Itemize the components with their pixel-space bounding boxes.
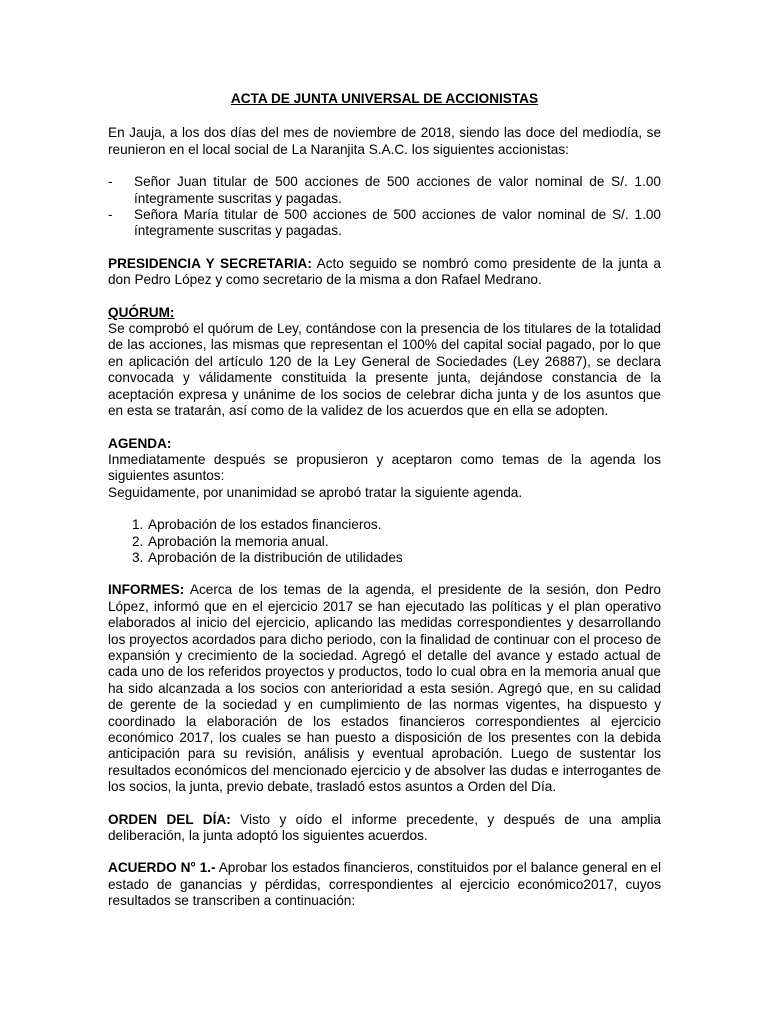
presidencia-text: Acto seguido se nombró como presidente de la junta a don Pedro López y como secretario de la misma a don Rafael Medrano. <box>108 255 661 288</box>
informes-paragraph <box>108 582 661 795</box>
quorum-paragraph: Se comprobó el quórum de Ley, contándose con la presencia de los titulares de la totalidad de las acciones, las mismas que representan el 100% del capital social pagado, por lo que en aplicación del artículo 120 de la Ley General de Sociedades (Ley 26887), se declara convocada y válidamente constituida la presente junta, dejándose constancia de la aceptación expresa y unánime de los socios de celebrar dicha junta y de los asuntos que en esta se tratarán, así como de la validez de los acuerdos que en ella se adopten. <box>108 321 661 419</box>
list-item: 3. Aprobación de la distribución de utilidades <box>132 549 403 565</box>
presidencia-paragraph <box>108 256 661 289</box>
agenda-paragraph-1: Inmediatamente después se propusieron y aceptaron como temas de la agenda los siguientes asuntos: <box>108 451 661 484</box>
list-item: 2. Aprobación la memoria anual. <box>132 533 329 549</box>
document-body <box>108 91 661 910</box>
acuerdo1-paragraph <box>108 860 661 909</box>
presidencia-heading: PRESIDENCIA Y SECRETARIA: <box>108 255 312 271</box>
agenda-heading: AGENDA: <box>108 435 172 451</box>
intro-paragraph: En Jauja, a los dos días del mes de noviembre de 2018, siendo las doce del mediodía, se reunieron en el local social de La Naranjita S.A.C. los siguientes accionistas: <box>108 125 661 157</box>
list-item: 1. Aprobación de los estados financieros. <box>132 517 382 533</box>
informes-text: Acerca de los temas de la agenda, el presidente de la sesión, don Pedro López, informó que en el ejercicio 2017 se han ejecutado las políticas y el plan operativo elaborados al inicio del ejercicio, aplicando las medidas correspondientes y desarrollando los proyectos acordados para dicho periodo, con la finalidad de continuar con el proceso de expansión y crecimiento de la sociedad. Agregó el detalle del avance y estado actual de cada uno de los referidos proyectos y productos, todo lo cual obra en la memoria anual que ha sido alcanzada a los socios con anterioridad a esta sesión. Agregó que, en su calidad de gerente de la sociedad y en cumplimiento de las normas vigentes, ha dispuesto y coordinado la elaboración de los estados financieros correspondientes al ejercicio económico 2017, los cuales se han puesto a disposición de los presentes con la debida anticipación para su revisión, análisis y eventual aprobación. Luego de sustentar los resultados económicos del mencionado ejercicio y de absolver las dudas e interrogantes de los socios, la junta, previo debate, trasladó estos asuntos a Orden del Día. <box>108 582 661 795</box>
acuerdo1-heading: ACUERDO N° 1.- <box>108 860 216 876</box>
list-item: - Señor Juan titular de 500 acciones de 500 acciones de valor nominal de S/. 1.00 íntegramente suscritas y pagadas. <box>108 174 661 207</box>
document-title: ACTA DE JUNTA UNIVERSAL DE ACCIONISTAS <box>230 91 539 106</box>
orden-heading: ORDEN DEL DÍA: <box>108 811 231 827</box>
shareholder-list <box>108 174 661 240</box>
informes-heading: INFORMES: <box>108 582 185 598</box>
agenda-list <box>108 517 661 566</box>
list-item: - Señora María titular de 500 acciones de 500 acciones de valor nominal de S/. 1.00 íntegramente suscritas y pagadas. <box>108 207 661 240</box>
acuerdo1-text: Aprobar los estados financieros, constituidos por el balance general en el estado de ganancias y pérdidas, correspondientes al ejercicio económico2017, cuyos resultados se transcriben a continuación: <box>108 860 661 909</box>
orden-text: Visto y oído el informe precedente, y después de una amplia deliberación, la junta adoptó los siguientes acuerdos. <box>108 811 661 844</box>
agenda-paragraph-2: Seguidamente, por unanimidad se aprobó tratar la siguiente agenda. <box>108 484 523 500</box>
quorum-heading: QUÓRUM: <box>108 304 175 320</box>
orden-paragraph <box>108 812 661 845</box>
